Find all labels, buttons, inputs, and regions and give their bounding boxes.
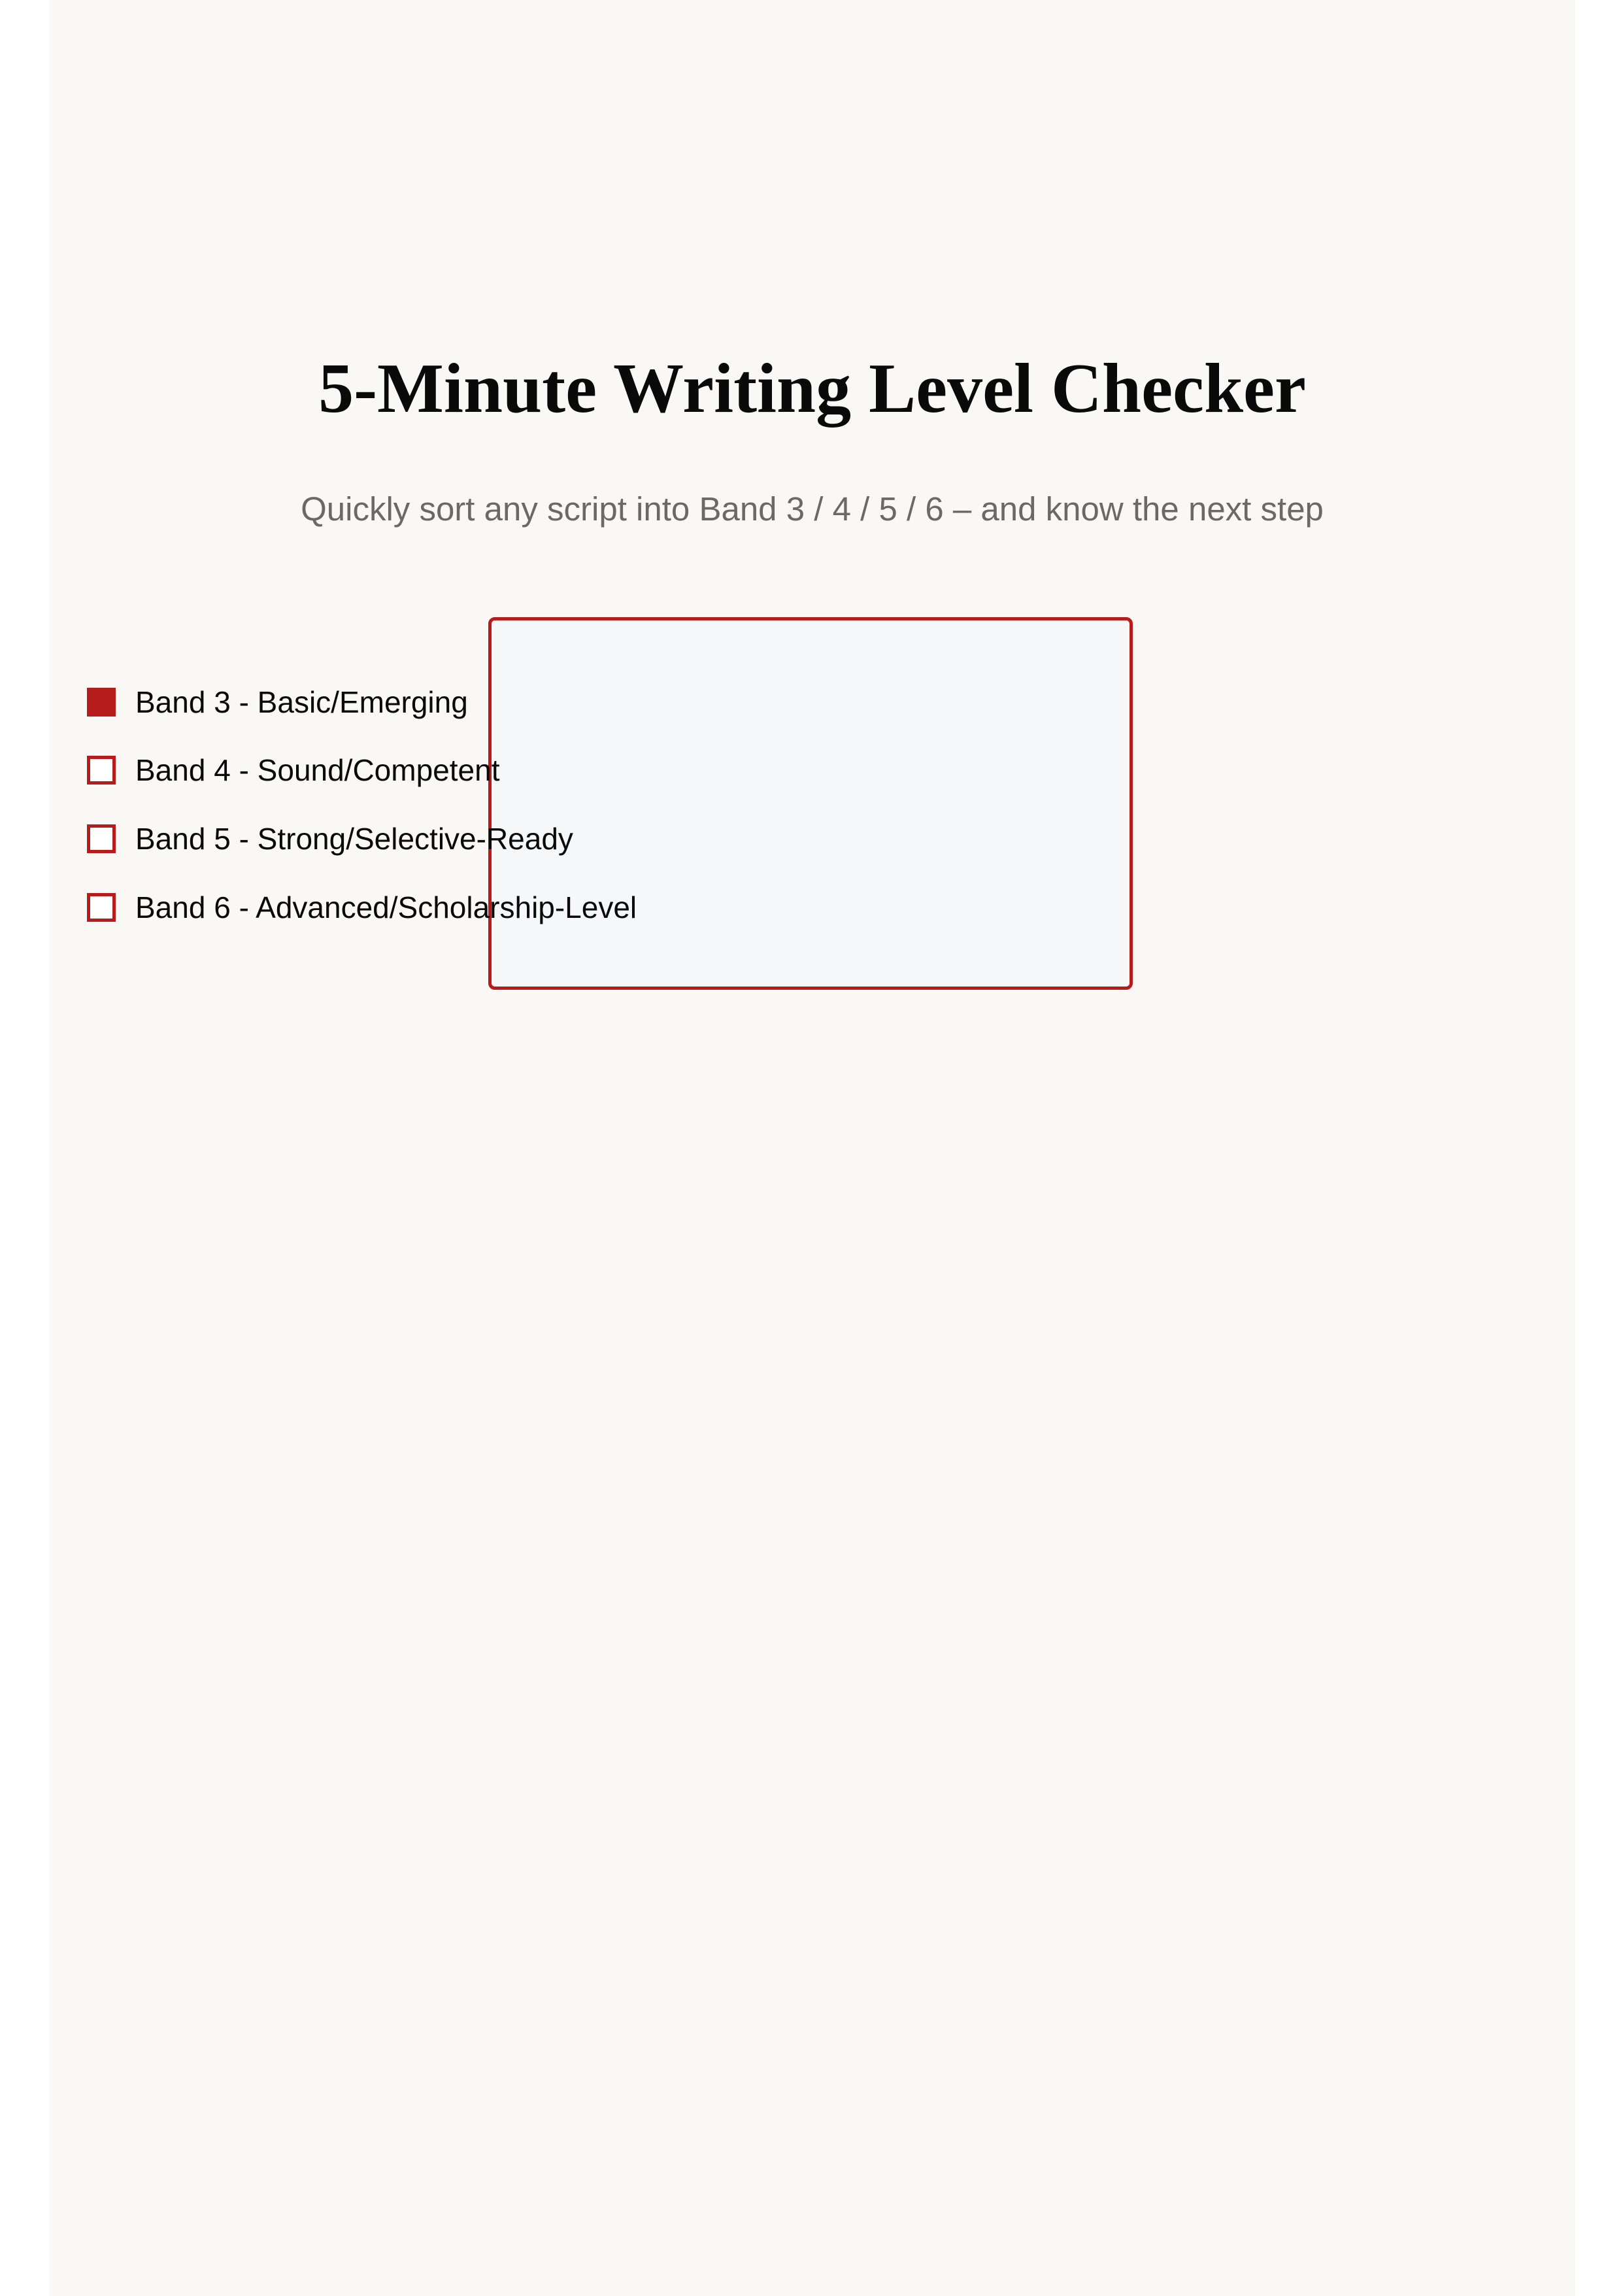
checkbox-band-5[interactable] [87, 824, 116, 853]
checklist-label-band-5: Band 5 - Strong/Selective-Ready [135, 822, 573, 856]
band-checklist [488, 617, 1133, 990]
document-page [49, 0, 1575, 2296]
checklist-item-band-4[interactable] [87, 744, 499, 796]
checklist-item-band-3[interactable] [87, 676, 468, 728]
checklist-label-band-3: Band 3 - Basic/Emerging [135, 685, 468, 719]
checklist-label-band-6: Band 6 - Advanced/Scholarship-Level [135, 890, 637, 924]
checklist-label-band-4: Band 4 - Sound/Competent [135, 753, 500, 787]
checklist-item-band-6[interactable] [87, 881, 637, 934]
checkbox-band-6[interactable] [87, 893, 116, 922]
checkbox-band-4[interactable] [87, 756, 116, 785]
page-title: 5-Minute Writing Level Checker [318, 350, 1306, 428]
checklist-item-band-5[interactable] [87, 813, 573, 865]
page-subtitle: Quickly sort any script into Band 3 / 4 / 5 / 6 – and know the next step [301, 490, 1324, 528]
checkbox-band-3[interactable] [87, 688, 116, 717]
